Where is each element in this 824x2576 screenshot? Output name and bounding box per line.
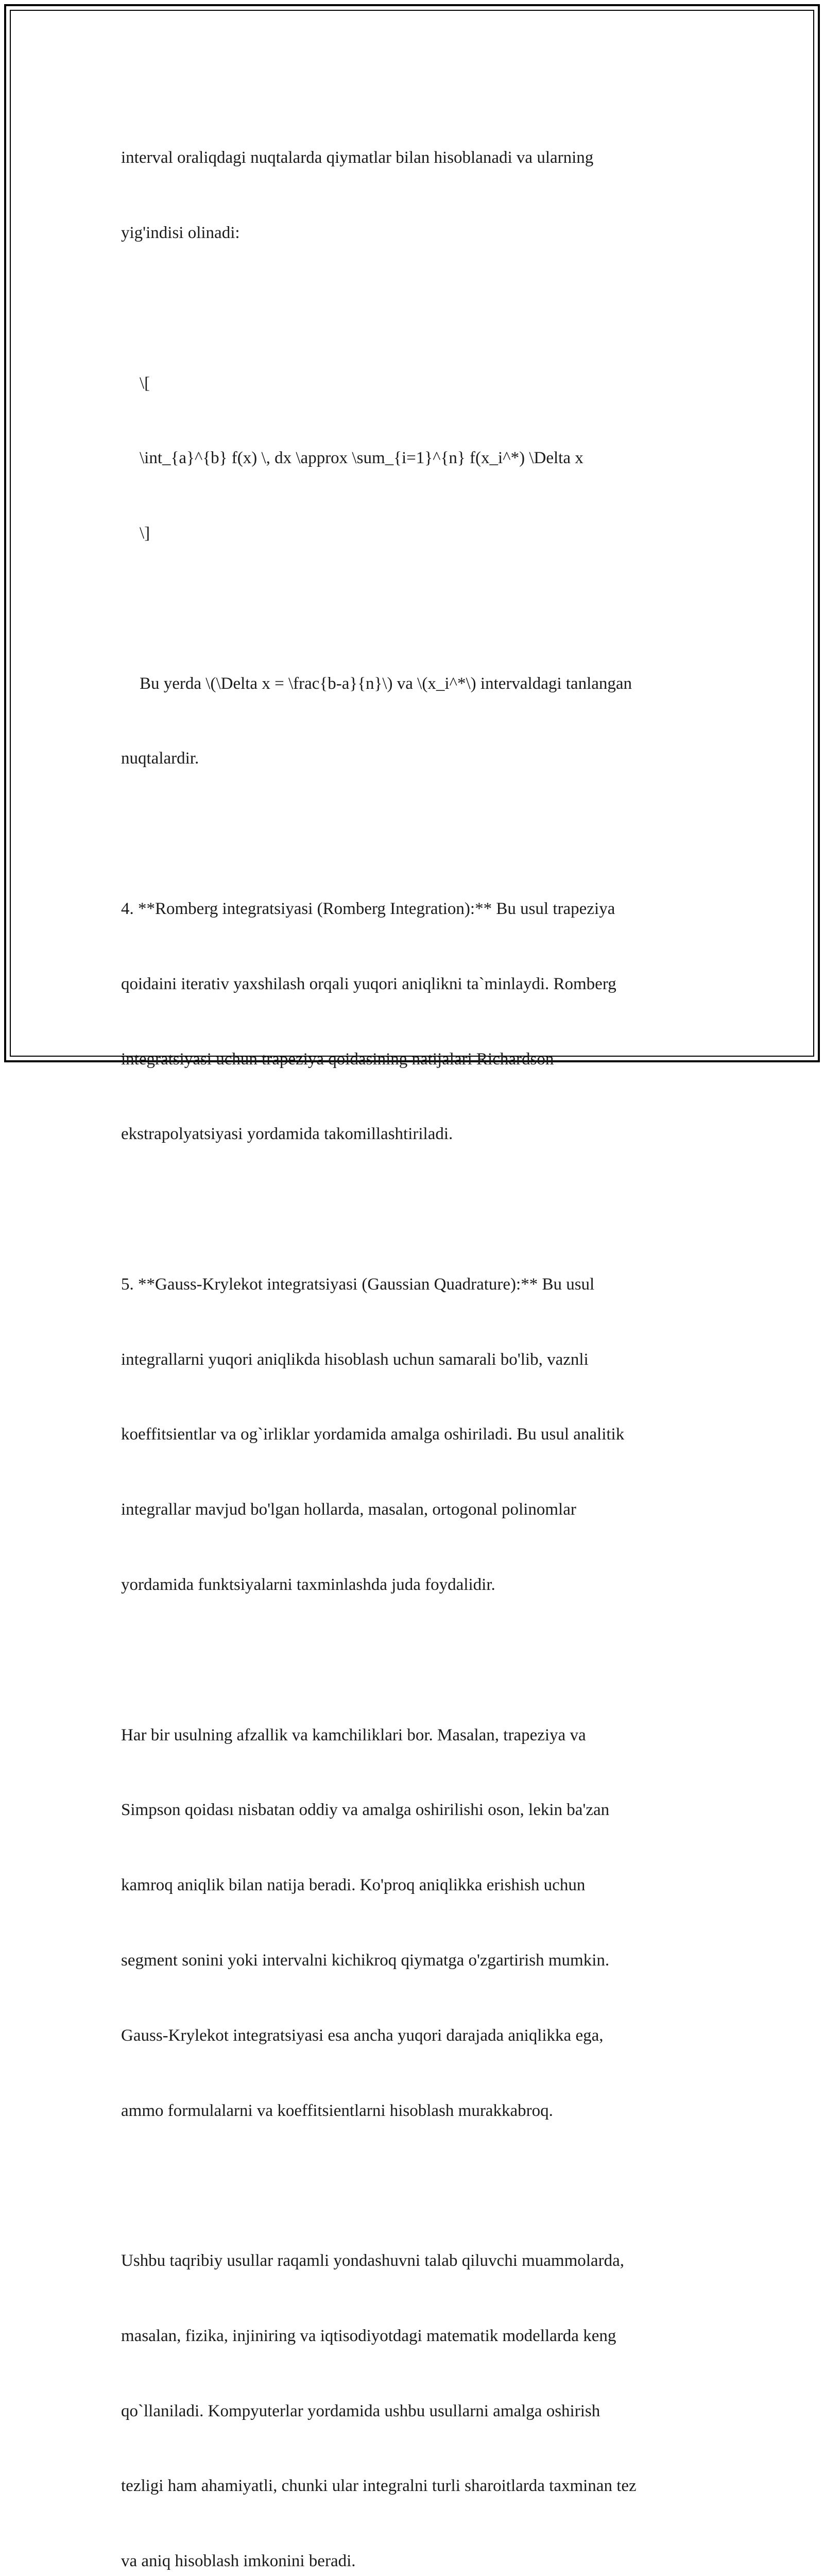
text-line: Ushbu taqribiy usullar raqamli yondashuvni talab qiluvchi muammolarda, — [121, 2251, 624, 2270]
text-line: Gauss-Krylekot integratsiyasi esa ancha yuqori darajada aniqlikka ega, — [121, 2026, 604, 2045]
document-body — [121, 95, 708, 2576]
text-line: segment sonini yoki intervalni kichikroq qiymatga o'zgartirish mumkin. — [121, 1951, 610, 1970]
text-line: Bu yerda \(\Delta x = \frac{b-a}{n}\) va \(x_i^*\) intervaldagi tanlangan — [140, 674, 632, 693]
text-line: 5. **Gauss-Krylekot integratsiyasi (Gaussian Quadrature):** Bu usul — [121, 1275, 595, 1294]
text-line: qo`llaniladi. Kompyuterlar yordamida ushbu usullarni amalga oshirish — [121, 2401, 600, 2420]
text-line: yig'indisi olinadi: — [121, 223, 240, 242]
text-line: qoidaini iterativ yaxshilash orqali yuqori aniqlikni ta`minlaydi. Romberg — [121, 974, 616, 993]
text-line: Simpson qoidası nisbatan oddiy va amalga oshirilishi oson, lekin ba'zan — [121, 1801, 610, 1820]
text-line: Har bir usulning afzallik va kamchiliklari bor. Masalan, trapeziya va — [121, 1725, 586, 1744]
text-line: interval oraliqdagi nuqtalarda qiymatlar bilan hisoblanadi va ularning — [121, 148, 594, 167]
text-line: integrallar mavjud bo'lgan hollarda, masalan, ortogonal polinomlar — [121, 1500, 576, 1519]
formula-block — [121, 320, 708, 596]
text-line: integrallarni yuqori aniqlikda hisoblash uchun samarali bo'lib, vaznli — [121, 1350, 589, 1369]
text-line: integratsiyasi uchun trapeziya qoidasining natijalari Richardson — [121, 1049, 554, 1069]
text-line: ekstrapolyatsiyasi yordamida takomillashtiriladi. — [121, 1125, 453, 1144]
paragraph-gauss — [121, 1222, 708, 1648]
text-line: masalan, fizika, injiniring va iqtisodiyotdagi matematik modellarda keng — [121, 2326, 616, 2345]
paragraph-romberg — [121, 846, 708, 1197]
paragraph-delta-definition — [121, 621, 708, 821]
paragraph-comparison — [121, 1672, 708, 2173]
text-line: kamroq aniqlik bilan natija beradi. Ko'proq aniqlikka erishish uchun — [121, 1876, 586, 1895]
text-line: nuqtalardir. — [121, 749, 199, 768]
formula-close-delimiter: \] — [140, 524, 150, 543]
text-line: ammo formulalarni va koeffitsientlarni hisoblash murakkabroq. — [121, 2101, 553, 2120]
paragraph-applications — [121, 2198, 708, 2576]
text-line: koeffitsientlar va og`irliklar yordamida amalga oshiriladi. Bu usul analitik — [121, 1425, 625, 1444]
text-line: va aniq hisoblash imkonini beradi. — [121, 2552, 356, 2571]
formula-expression: \int_{a}^{b} f(x) \, dx \approx \sum_{i=1}^{n} f(x_i^*) \Delta x — [140, 449, 583, 468]
text-line: yordamida funktsiyalarni taxminlashda juda foydalidir. — [121, 1575, 495, 1595]
text-line: tezligi ham ahamiyatli, chunki ular integralni turli sharoitlarda taxminan tez — [121, 2477, 637, 2496]
formula-open-delimiter: \[ — [140, 374, 150, 393]
paragraph-interval-sum — [121, 95, 708, 296]
text-line: 4. **Romberg integratsiyasi (Romberg Integration):** Bu usul trapeziya — [121, 900, 615, 918]
